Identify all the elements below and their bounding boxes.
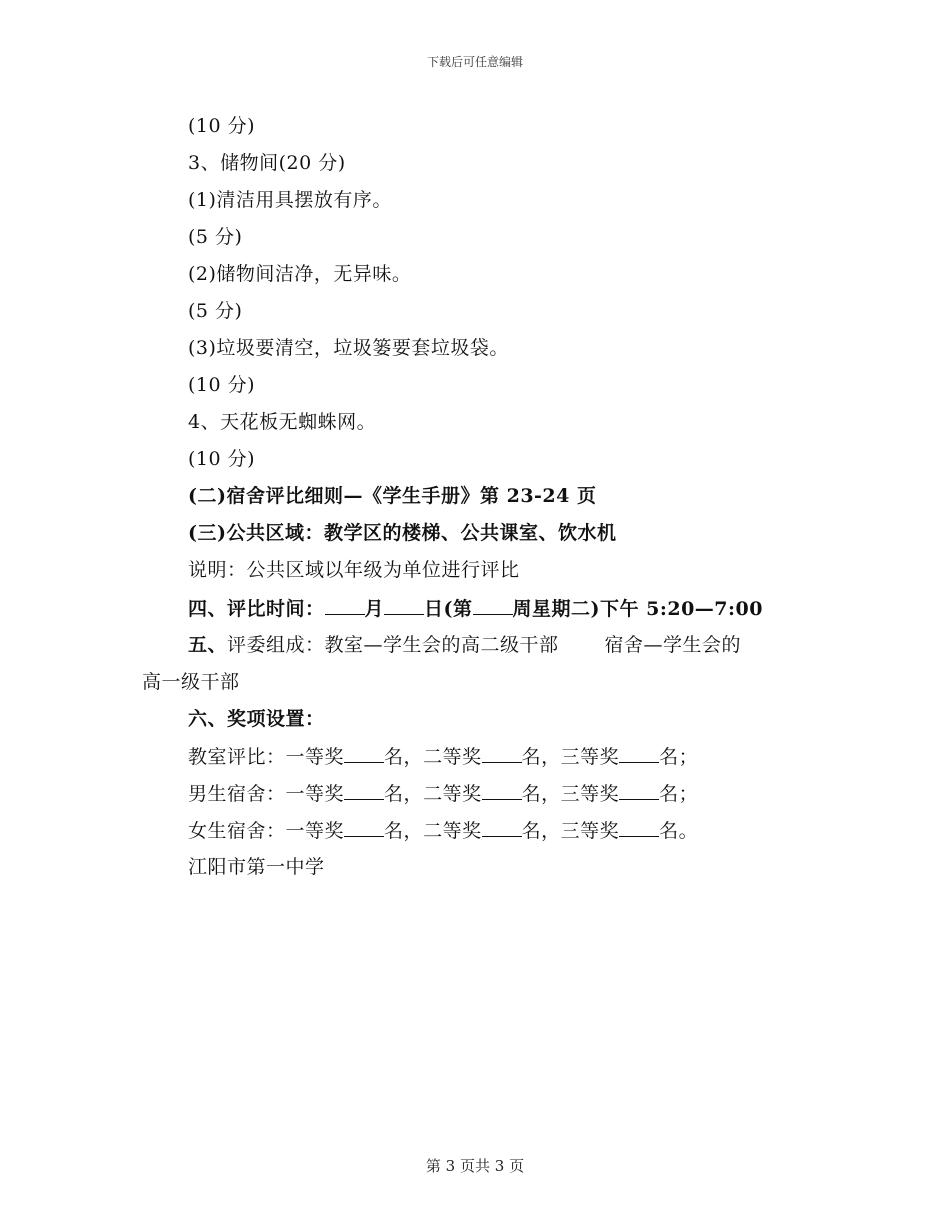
day-blank <box>384 596 424 615</box>
score-line: (10 分) <box>188 448 256 470</box>
award-row-girls-dorm: 女生宿舍：一等奖 名，二等奖 名，三等奖 名。 <box>188 820 699 842</box>
time-rest-text: 周星期二)下午 5:20—7:00 <box>512 598 763 620</box>
score-line: (5 分) <box>188 300 243 322</box>
week-blank <box>473 596 513 615</box>
award-row-label: 教室评比： <box>188 746 286 768</box>
item-line: (1)清洁用具摆放有序。 <box>188 189 392 211</box>
count-blank <box>619 818 659 837</box>
committee-text-a: 评委组成：教室—学生会的高二级干部 <box>227 634 559 656</box>
dorm-rules-heading: (二)宿舍评比细则—《学生手册》第 23-24 页 <box>188 485 597 507</box>
committee-text-b: 宿舍—学生会的 <box>604 634 742 656</box>
page-footer: 第 3 页共 3 页 <box>425 1157 525 1175</box>
public-area-heading: (三)公共区域：教学区的楼梯、公共课室、饮水机 <box>188 522 617 544</box>
signature-school: 江阳市第一中学 <box>188 856 325 878</box>
count-blank <box>344 744 384 763</box>
day-week-text: 日(第 <box>424 598 473 620</box>
item-line: (3)垃圾要清空，垃圾篓要套垃圾袋。 <box>188 337 509 359</box>
awards-heading: 六、奖项设置： <box>188 708 325 730</box>
committee-line-continued: 高一级干部 <box>142 671 240 693</box>
item-line: (2)储物间洁净，无异味。 <box>188 263 412 285</box>
award-row-label: 女生宿舍： <box>188 820 286 842</box>
count-blank <box>482 781 522 800</box>
section-ceiling: 4、天花板无蜘蛛网。 <box>188 411 377 433</box>
award-row-boys-dorm: 男生宿舍：一等奖 名，二等奖 名，三等奖 名； <box>188 783 699 805</box>
count-blank <box>482 818 522 837</box>
count-blank <box>344 781 384 800</box>
score-line: (5 分) <box>188 226 243 248</box>
score-line: (10 分) <box>188 115 256 137</box>
award-row-classroom: 教室评比：一等奖 名，二等奖 名，三等奖 名； <box>188 746 699 768</box>
award-row-label: 男生宿舍： <box>188 783 286 805</box>
count-blank <box>482 744 522 763</box>
evaluation-time-line <box>188 596 763 621</box>
committee-number: 五、 <box>188 634 228 656</box>
page-header: 下载后可任意编辑 <box>426 55 523 69</box>
count-blank <box>344 818 384 837</box>
month-blank <box>325 596 365 615</box>
count-blank <box>619 744 659 763</box>
public-area-note: 说明：公共区域以年级为单位进行评比 <box>188 559 520 581</box>
section-storage-room: 3、储物间(20 分) <box>188 152 346 174</box>
month-text: 月 <box>364 598 385 620</box>
committee-line <box>188 633 741 657</box>
score-line: (10 分) <box>188 374 256 396</box>
time-label: 四、评比时间： <box>188 598 325 620</box>
count-blank <box>619 781 659 800</box>
